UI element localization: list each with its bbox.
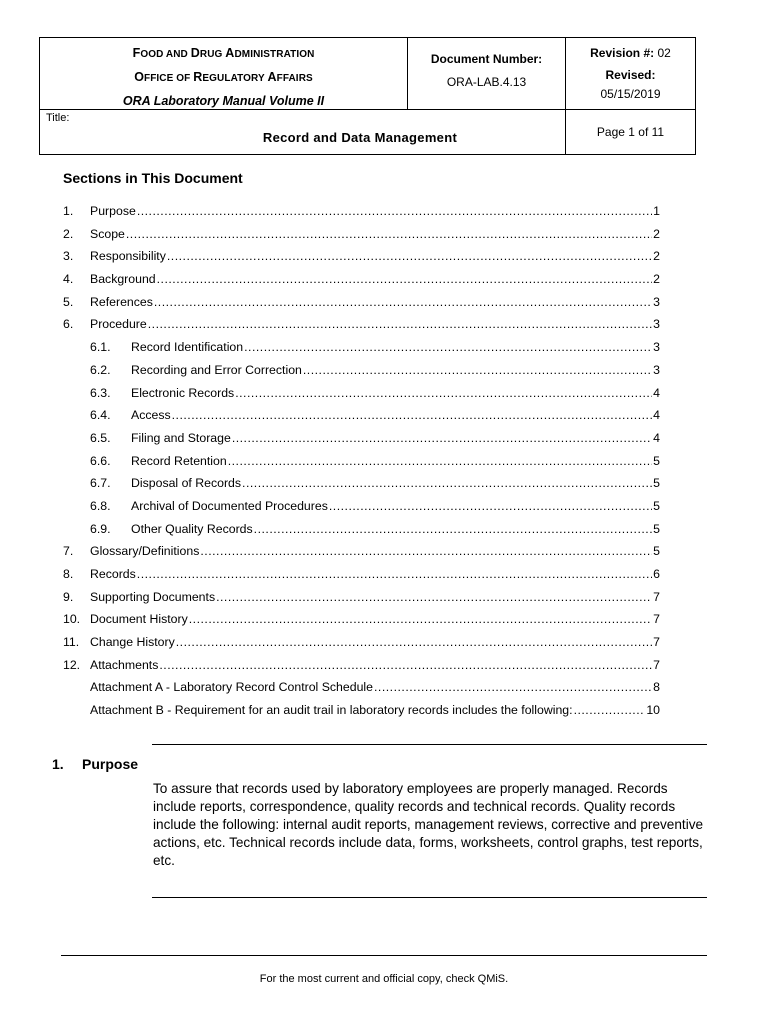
toc-leader-dots	[254, 520, 653, 538]
toc-entry-label: Other Quality Records	[131, 521, 253, 536]
section-heading	[52, 756, 138, 772]
document-number-cell	[408, 38, 566, 110]
section-number: 1.	[52, 756, 64, 772]
toc-entry-page: 5	[653, 476, 660, 491]
agency-name: FOOD AND DRUG ADMINISTRATION	[132, 46, 315, 60]
toc-entry[interactable]	[63, 406, 660, 429]
toc-entry[interactable]	[63, 361, 660, 384]
toc-entry-label: Attachment B - Requirement for an audit trail in laboratory records includes the following:	[90, 703, 573, 718]
toc-entry-number: 6.5.	[90, 430, 111, 445]
toc-leader-dots	[235, 384, 652, 402]
toc-leader-dots	[228, 452, 652, 470]
page-number: Page 1 of 11	[596, 125, 665, 139]
revised-date: 05/15/2019	[600, 87, 661, 101]
toc-entry[interactable]	[63, 225, 660, 248]
toc-leader-dots	[176, 633, 652, 651]
toc-entry-page: 3	[653, 340, 660, 355]
toc-entry[interactable]	[63, 633, 660, 656]
toc-entry[interactable]	[63, 429, 660, 452]
toc-entry-label: Filing and Storage	[131, 430, 231, 445]
toc-entry[interactable]	[63, 338, 660, 361]
toc-entry-number: 3.	[63, 249, 74, 264]
toc-entry-number: 4.	[63, 272, 74, 287]
toc-entry-page: 2	[653, 226, 660, 241]
toc-entry[interactable]	[63, 293, 660, 316]
toc-leader-dots	[200, 542, 652, 560]
document-number: ORA-LAB.4.13	[446, 75, 527, 89]
toc-entry-label: Archival of Documented Procedures	[131, 498, 328, 513]
toc-leader-dots	[232, 429, 652, 447]
toc-entry[interactable]	[63, 270, 660, 293]
toc-entry-label: Supporting Documents	[90, 589, 216, 604]
toc-entry-page: 2	[653, 249, 660, 264]
toc-entry[interactable]	[63, 202, 660, 225]
toc-entry-number: 2.	[63, 226, 74, 241]
document-header-table	[39, 37, 696, 155]
toc-entry-label: Document History	[90, 612, 188, 627]
title-cell	[40, 110, 566, 154]
section-bottom-rule	[152, 897, 707, 898]
table-of-contents	[63, 202, 660, 724]
toc-entry[interactable]	[63, 384, 660, 407]
toc-entry[interactable]	[63, 542, 660, 565]
toc-entry-number: 5.	[63, 294, 74, 309]
toc-entry-page: 3	[653, 362, 660, 377]
toc-entry[interactable]	[63, 565, 660, 588]
footer-note: For the most current and official copy, check QMiS.	[259, 973, 509, 985]
toc-entry-label: Change History	[90, 635, 175, 650]
footer-rule	[61, 955, 707, 956]
toc-entry-label: Recording and Error Correction	[131, 362, 302, 377]
toc-entry-number: 9.	[63, 589, 74, 604]
toc-entry[interactable]	[63, 656, 660, 679]
toc-entry-page: 5	[653, 498, 660, 513]
toc-entry-number: 6.1.	[90, 340, 111, 355]
revision-cell	[566, 38, 695, 110]
toc-entry-page: 7	[653, 635, 660, 650]
toc-leader-dots	[374, 678, 652, 696]
toc-entry-number: 6.8.	[90, 498, 111, 513]
toc-entry[interactable]	[63, 497, 660, 520]
toc-entry-number: 12.	[63, 657, 81, 672]
toc-entry[interactable]	[63, 701, 660, 724]
toc-leader-dots	[216, 588, 652, 606]
toc-entry-number: 11.	[63, 635, 80, 650]
toc-entry-label: Glossary/Definitions	[90, 544, 200, 559]
toc-leader-dots	[159, 656, 652, 674]
toc-entry-number: 6.9.	[90, 521, 111, 536]
toc-entry-label: Purpose	[90, 204, 136, 218]
toc-entry-page: 6	[653, 567, 660, 581]
toc-entry-number: 8.	[63, 567, 74, 581]
toc-leader-dots	[189, 610, 652, 628]
manual-name: ORA Laboratory Manual Volume II	[122, 94, 325, 108]
toc-entry-label: Disposal of Records	[131, 476, 242, 491]
toc-entry-number: 7.	[63, 544, 74, 559]
toc-entry-number: 6.7.	[90, 476, 111, 491]
toc-entry-page: 1	[653, 204, 660, 218]
toc-entry-page: 5	[653, 544, 660, 559]
toc-entry-label: Electronic Records	[131, 385, 235, 400]
toc-entry-number: 6.6.	[90, 453, 111, 468]
toc-leader-dots	[154, 293, 652, 311]
toc-heading: Sections in This Document	[63, 170, 243, 186]
toc-entry-page: 7	[653, 612, 660, 627]
toc-entry-page: 10	[646, 703, 660, 718]
toc-leader-dots	[303, 361, 652, 379]
document-number-label: Document Number:	[430, 52, 543, 66]
revised-label: Revised:	[605, 68, 656, 82]
toc-entry-page: 5	[653, 521, 660, 536]
toc-entry-number: 6.2.	[90, 362, 111, 377]
toc-entry[interactable]	[63, 452, 660, 475]
toc-entry-label: Responsibility	[90, 249, 166, 264]
toc-entry-label: Background	[90, 272, 156, 287]
toc-entry-page: 4	[653, 408, 660, 423]
toc-entry-number: 6.3.	[90, 385, 111, 400]
toc-entry-page: 7	[653, 589, 660, 604]
toc-leader-dots	[329, 497, 652, 515]
toc-leader-dots	[157, 270, 653, 288]
toc-leader-dots	[137, 565, 652, 583]
toc-entry-label: Record Identification	[131, 340, 244, 355]
toc-entry-label: Access	[131, 408, 171, 423]
toc-entry-number: 10.	[63, 612, 81, 627]
section-body: To assure that records used by laboratory employees are properly managed. Records include reports, correspondence, quality records and technical records. Quality records include the following: internal audit reports, management reviews, corrective and preventive actions, etc. Technical records include data, forms, worksheets, control graphs, test reports, etc.	[153, 781, 704, 868]
toc-entry[interactable]	[63, 520, 660, 543]
toc-entry-page: 4	[653, 430, 660, 445]
toc-leader-dots	[244, 338, 652, 356]
toc-entry-page: 4	[653, 385, 660, 400]
toc-entry-page: 5	[653, 453, 660, 468]
toc-leader-dots	[148, 315, 652, 333]
section-top-rule	[152, 744, 707, 745]
toc-entry-label: Attachments	[90, 657, 159, 672]
office-name: OFFICE OF REGULATORY AFFAIRS	[134, 70, 313, 84]
revision-label: Revision #:	[590, 46, 655, 60]
toc-entry-label: Scope	[90, 226, 125, 241]
toc-entry-label: References	[90, 294, 153, 309]
toc-entry-label: Attachment A - Laboratory Record Control Schedule	[90, 680, 373, 695]
toc-entry-page: 3	[653, 317, 660, 332]
toc-entry-label: Record Retention	[131, 453, 227, 468]
toc-entry[interactable]	[63, 610, 660, 633]
toc-entry-label: Procedure	[90, 317, 147, 332]
revision-line	[566, 42, 695, 64]
toc-entry-page: 2	[653, 272, 660, 287]
revision-number: 02	[657, 46, 671, 60]
document-title: Record and Data Management	[262, 130, 458, 145]
toc-entry-page: 7	[653, 657, 660, 672]
toc-entry-page: 8	[653, 680, 660, 695]
toc-entry[interactable]	[63, 678, 660, 701]
toc-leader-dots	[137, 202, 652, 220]
section-title: Purpose	[82, 756, 139, 772]
toc-entry-number: 6.	[63, 317, 74, 332]
toc-entry[interactable]	[63, 588, 660, 611]
toc-entry-number: 6.4.	[90, 408, 111, 423]
title-label: Title:	[46, 112, 70, 124]
agency-cell	[40, 38, 408, 110]
toc-entry[interactable]	[63, 315, 660, 338]
toc-entry[interactable]	[63, 247, 660, 270]
toc-leader-dots	[126, 225, 652, 243]
toc-leader-dots	[242, 474, 652, 492]
toc-leader-dots	[574, 701, 646, 719]
toc-entry-page: 3	[653, 294, 660, 309]
toc-leader-dots	[172, 406, 653, 424]
toc-entry-label: Records	[90, 567, 136, 581]
toc-entry[interactable]	[63, 474, 660, 497]
toc-entry-number: 1.	[63, 204, 74, 218]
toc-leader-dots	[167, 247, 652, 265]
